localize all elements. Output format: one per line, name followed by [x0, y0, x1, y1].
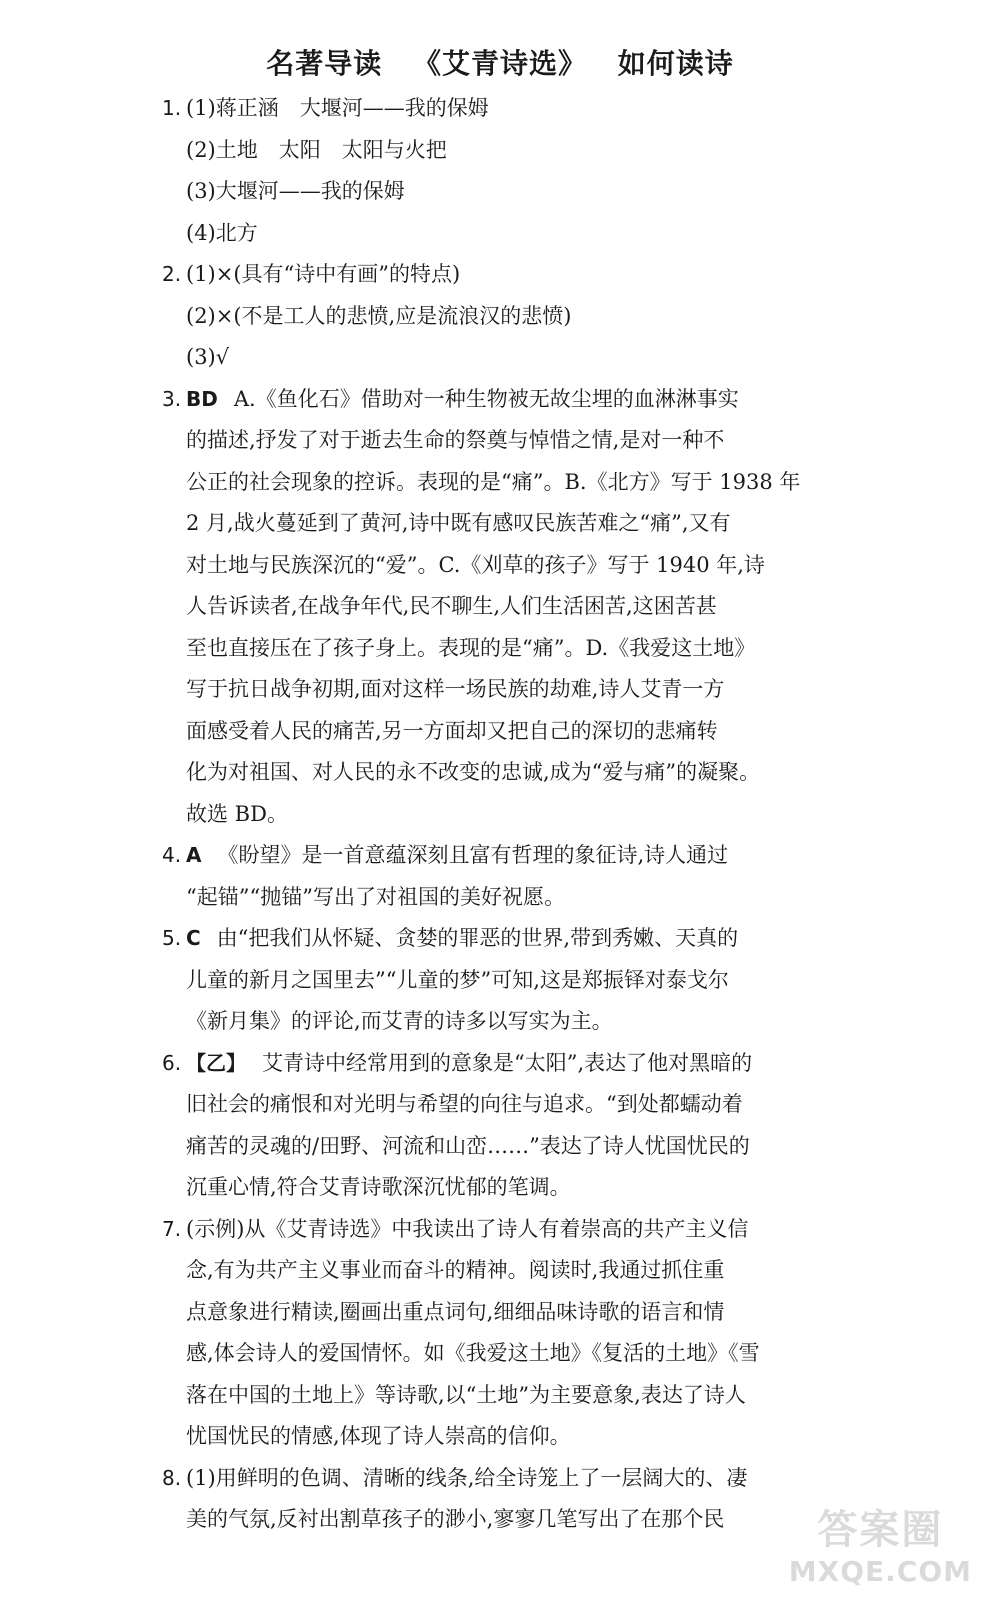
answer-line: 点意象进行精读,圈画出重点词句,细细品味诗歌的语言和情: [186, 1299, 725, 1324]
answer-line: “起锚”“抛锚”写出了对祖国的美好祝愿。: [186, 884, 565, 909]
question-number: 7.: [162, 1216, 182, 1241]
watermark: [789, 1498, 972, 1588]
question-5: [0, 918, 1000, 1043]
question-number: 4.: [162, 843, 182, 867]
question-1: [0, 88, 1000, 254]
answers-body: [0, 88, 1000, 1541]
answer-line: 忧国忧民的情感,体现了诗人崇高的信仰。: [186, 1424, 571, 1448]
answer-line: (3)√: [186, 345, 230, 369]
answer-line: 美的气氛,反衬出割草孩子的渺小,寥寥几笔写出了在那个民: [186, 1507, 725, 1531]
answer-line: 落在中国的土地上》等诗歌,以“土地”为主要意象,表达了诗人: [186, 1382, 746, 1407]
answer-choice: 【乙】: [186, 1050, 246, 1075]
answer-line: (3)大堰河——我的保姆: [186, 179, 405, 203]
answer-choice: A: [186, 843, 202, 867]
answer-line: 至也直接压在了孩子身上。表现的是“痛”。D.《我爱这土地》: [186, 635, 756, 660]
question-number: 5.: [162, 926, 182, 950]
answer-line: (示例)从《艾青诗选》中我读出了诗人有着崇高的共产主义信: [186, 1216, 749, 1241]
answer-line: 人告诉读者,在战争年代,民不聊生,人们生活困苦,这困苦甚: [186, 594, 717, 618]
answer-line: 公正的社会现象的控诉。表现的是“痛”。B.《北方》写于 1938 年: [186, 469, 801, 494]
answer-line: (2)×(不是工人的悲愤,应是流浪汉的悲愤): [186, 303, 572, 328]
answer-line: 化为对祖国、对人民的永不改变的忠诚,成为“爱与痛”的凝聚。: [186, 760, 761, 784]
answer-text: 由“把我们从怀疑、贪婪的罪恶的世界,带到秀嫩、天真的: [216, 926, 739, 950]
answer-line: [0, 1043, 806, 1085]
answer-line: 感,体会诗人的爱国情怀。如《我爱这土地》《复活的土地》《雪: [186, 1341, 760, 1365]
answer-line: (2)土地 太阳 太阳与火把: [186, 137, 447, 162]
answer-line: [0, 918, 806, 960]
answer-line: (4)北方: [186, 220, 258, 245]
answer-line: 念,有为共产主义事业而奋斗的精神。阅读时,我通过抓住重: [186, 1258, 725, 1282]
question-4: [0, 835, 1000, 918]
watermark-logo: 答案圈: [817, 1507, 944, 1553]
watermark-url: MXQE.COM: [788, 1555, 972, 1588]
answer-line: 故选 BD。: [186, 801, 288, 826]
question-number: 8.: [162, 1465, 182, 1490]
answer-line: 对土地与民族深沉的“爱”。C.《刈草的孩子》写于 1940 年,诗: [186, 552, 765, 577]
question-6: [0, 1043, 1000, 1209]
title-part-1: 名著导读: [266, 47, 383, 80]
answer-choice: BD: [186, 386, 218, 411]
answer-line: 面感受着人民的痛苦,另一方面却又把自己的深切的悲痛转: [186, 718, 718, 743]
answer-line: 儿童的新月之国里去”“儿童的梦”可知,这是郑振铎对泰戈尔: [186, 967, 729, 992]
answer-line: [0, 379, 806, 421]
answer-text: 《盼望》是一首意蕴深刻且富有哲理的象征诗,诗人通过: [217, 843, 729, 867]
title-part-2: 《艾青诗选》: [412, 47, 587, 80]
question-2: [0, 254, 1000, 379]
answer-line: 2 月,战火蔓延到了黄河,诗中既有感叹民族苦难之“痛”,又有: [186, 511, 731, 535]
question-number: 6.: [162, 1050, 182, 1075]
question-3: [0, 379, 1000, 836]
question-number: 1.: [162, 96, 182, 120]
answer-line: (1)蒋正涵 大堰河——我的保姆: [186, 96, 489, 120]
question-7: [0, 1209, 1000, 1458]
answer-line: (1)用鲜明的色调、清晰的线条,给全诗笼上了一层阔大的、凄: [186, 1465, 748, 1490]
title-part-3: 如何读诗: [617, 47, 734, 80]
question-number: 3.: [162, 386, 182, 411]
question-number: 2.: [162, 262, 182, 286]
answer-text: 艾青诗中经常用到的意象是“太阳”,表达了他对黑暗的: [262, 1050, 753, 1075]
answer-line: [0, 835, 806, 877]
answer-line: 的描述,抒发了对于逝去生命的祭奠与悼惜之情,是对一种不: [186, 428, 725, 452]
answer-line: (1)×(具有“诗中有画”的特点): [186, 262, 461, 286]
answer-line: 写于抗日战争初期,面对这样一场民族的劫难,诗人艾青一方: [186, 677, 725, 701]
page-title: [0, 42, 1000, 82]
answer-text: A.《鱼化石》借助对一种生物被无故尘埋的血淋淋事实: [233, 386, 739, 411]
answer-line: 沉重心情,符合艾青诗歌深沉忧郁的笔调。: [186, 1175, 571, 1199]
answer-choice: C: [186, 926, 201, 950]
answer-line: 痛苦的灵魂的/田野、河流和山峦……”表达了诗人忧国忧民的: [186, 1133, 750, 1158]
answer-line: 旧社会的痛恨和对光明与希望的向往与追求。“到处都蠕动着: [186, 1092, 743, 1116]
answer-line: 《新月集》的评论,而艾青的诗多以写实为主。: [186, 1009, 613, 1033]
